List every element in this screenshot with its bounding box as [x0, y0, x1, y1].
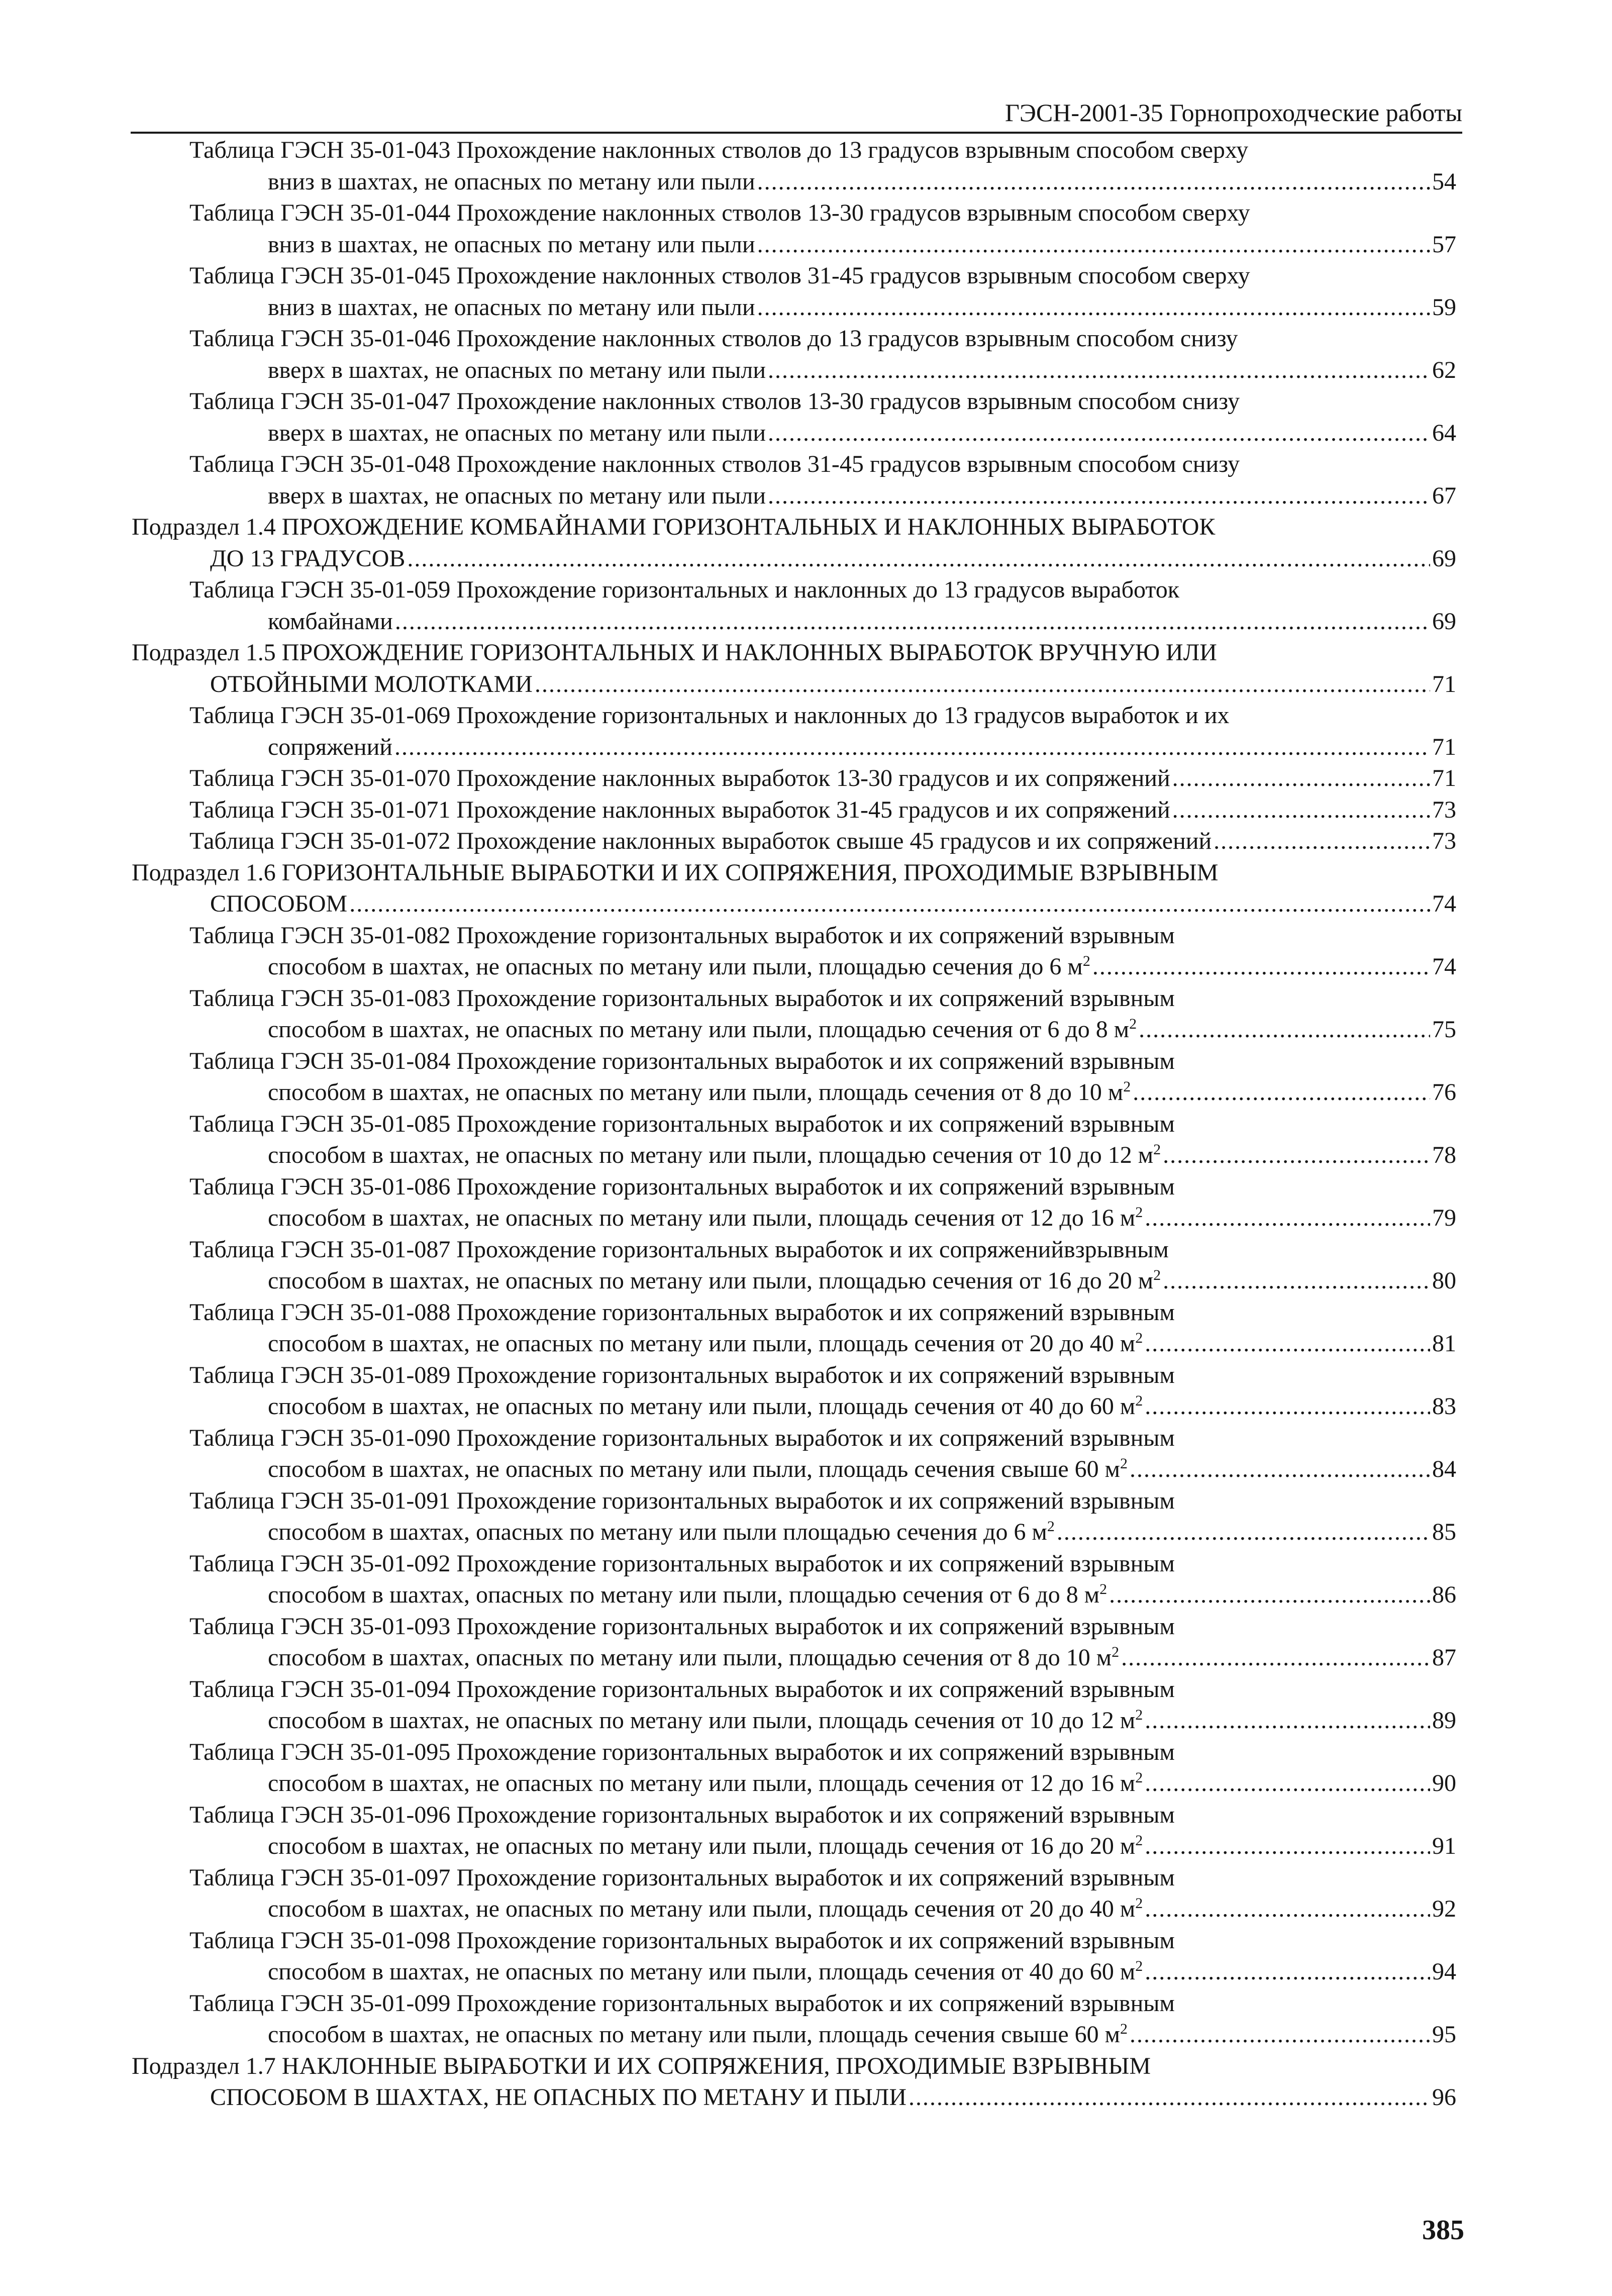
toc-table-entry[interactable]	[0, 983, 1612, 1046]
superscript: 2	[1082, 953, 1090, 969]
toc-entry-text	[268, 1705, 1143, 1737]
toc-page-ref[interactable]: 94	[1432, 1958, 1456, 1985]
toc-entry-last-line	[0, 418, 1456, 449]
toc-entry-last-line	[0, 1014, 1456, 1046]
toc-page-ref[interactable]: 67	[1432, 482, 1456, 509]
toc-entry-text-main: способом в шахтах, не опасных по метану или пыли, площадь сечения от 10 до 12 м	[268, 1707, 1136, 1734]
toc-page-ref[interactable]: 78	[1432, 1142, 1456, 1168]
toc-entry-text	[268, 1642, 1119, 1674]
toc-entry-last-line	[0, 732, 1456, 763]
toc-page-ref[interactable]: 86	[1432, 1581, 1456, 1608]
toc-entry-text-main: вверх в шахтах, не опасных по метану или пыли	[268, 482, 766, 509]
superscript: 2	[1123, 1078, 1131, 1095]
toc-entry-text-main: ДО 13 ГРАДУСОВ	[210, 545, 406, 572]
superscript: 2	[1135, 1204, 1143, 1221]
toc-subsection-entry[interactable]	[0, 637, 1612, 700]
toc-table-entry[interactable]	[0, 260, 1612, 323]
toc-entry-text-main: вверх в шахтах, не опасных по метану или пыли	[268, 419, 766, 446]
leader-dots	[1163, 1265, 1430, 1297]
toc-entry-title: Таблица ГЭСН 35-01-097 Прохождение горизонтальных выработок и их сопряжений взрывным	[189, 1864, 1175, 1891]
toc-table-entry[interactable]	[0, 826, 1612, 857]
toc-table-entry[interactable]	[0, 1297, 1612, 1360]
toc-entry-text	[268, 480, 766, 512]
leader-dots	[909, 2082, 1430, 2114]
toc-entry-text-main: способом в шахтах, опасных по метану или пыли, площадью сечения от 6 до 8 м	[268, 1581, 1100, 1608]
toc-entry-text	[268, 2019, 1128, 2051]
superscript: 2	[1047, 1518, 1055, 1535]
toc-page-ref[interactable]: 92	[1432, 1895, 1456, 1922]
toc-entry-last-line	[0, 1265, 1456, 1297]
toc-entry-text	[268, 1579, 1107, 1611]
toc-entry-title: Таблица ГЭСН 35-01-085 Прохождение горизонтальных выработок и их сопряжений взрывным	[189, 1110, 1175, 1137]
toc-entry-text	[189, 794, 1170, 826]
toc-page-ref[interactable]: 84	[1432, 1456, 1456, 1482]
page-number: 385	[1422, 2215, 1464, 2246]
toc-entry-last-line	[0, 1391, 1456, 1423]
toc-entry-text-main: Таблица ГЭСН 35-01-071 Прохождение наклонных выработок 31-45 градусов и их сопряжений	[189, 796, 1170, 823]
superscript: 2	[1135, 1330, 1143, 1346]
toc-entry-last-line	[0, 606, 1456, 638]
toc-table-entry[interactable]	[0, 386, 1612, 449]
toc-entry-title: Таблица ГЭСН 35-01-048 Прохождение наклонных стволов 31-45 градусов взрывным способом снизу	[189, 451, 1240, 477]
toc-entry-title: Таблица ГЭСН 35-01-086 Прохождение горизонтальных выработок и их сопряжений взрывным	[189, 1173, 1175, 1200]
toc-entry-text-main: способом в шахтах, не опасных по метану или пыли, площадь сечения от 20 до 40 м	[268, 1895, 1136, 1922]
toc-entry-title: Таблица ГЭСН 35-01-099 Прохождение горизонтальных выработок и их сопряжений взрывным	[189, 1989, 1175, 2017]
leader-dots	[1109, 1579, 1430, 1611]
toc-table-entry[interactable]	[0, 920, 1612, 983]
toc-page-ref[interactable]: 69	[1432, 608, 1456, 635]
toc-entry-title: Подраздел 1.7 НАКЛОННЫЕ ВЫРАБОТКИ И ИХ СОПРЯЖЕНИЯ, ПРОХОДИМЫЕ ВЗРЫВНЫМ	[132, 2052, 1151, 2079]
toc-entry-last-line	[0, 1579, 1456, 1611]
toc-entry-text	[268, 1391, 1143, 1423]
toc-page-ref[interactable]: 80	[1432, 1267, 1456, 1294]
toc-entry-title: Таблица ГЭСН 35-01-093 Прохождение горизонтальных выработок и их сопряжений взрывным	[189, 1613, 1175, 1640]
superscript: 2	[1135, 1392, 1143, 1409]
toc-entry-last-line	[0, 1454, 1456, 1485]
toc-entry-text-main: Таблица ГЭСН 35-01-072 Прохождение наклонных выработок свыше 45 градусов и их сопряжений	[189, 828, 1212, 854]
superscript: 2	[1135, 1707, 1143, 1723]
running-header-title: ГЭСН-2001-35 Горнопроходческие работы	[1005, 98, 1462, 127]
leader-dots	[1145, 1705, 1430, 1737]
toc-page-ref[interactable]: 81	[1432, 1330, 1456, 1357]
leader-dots	[407, 543, 1430, 575]
leader-dots	[768, 480, 1430, 512]
toc-entry-text	[189, 763, 1170, 794]
leader-dots	[757, 229, 1430, 261]
toc-entry-last-line	[0, 1893, 1456, 1925]
toc-table-entry[interactable]	[0, 1046, 1612, 1109]
toc-page-ref[interactable]: 90	[1432, 1770, 1456, 1796]
toc-entry-title: Таблица ГЭСН 35-01-045 Прохождение наклонных стволов 31-45 градусов взрывным способом сверху	[189, 262, 1250, 289]
toc-entry-text-main: сопряжений	[268, 733, 392, 760]
toc-entry-last-line	[0, 355, 1456, 386]
toc-table-entry[interactable]	[0, 449, 1612, 512]
toc-entry-title: Подраздел 1.5 ПРОХОЖДЕНИЕ ГОРИЗОНТАЛЬНЫХ И НАКЛОННЫХ ВЫРАБОТОК ВРУЧНУЮ ИЛИ	[132, 639, 1217, 666]
toc-entry-title: Таблица ГЭСН 35-01-087 Прохождение горизонтальных выработок и их сопряженийвзрывным	[189, 1236, 1169, 1263]
toc-entry-title: Таблица ГЭСН 35-01-095 Прохождение горизонтальных выработок и их сопряжений взрывным	[189, 1738, 1175, 1765]
superscript: 2	[1135, 1769, 1143, 1786]
superscript: 2	[1112, 1644, 1120, 1660]
toc-entry-text-main: вверх в шахтах, не опасных по метану или пыли	[268, 356, 766, 383]
toc-page-ref[interactable]: 62	[1432, 356, 1456, 383]
toc-entry-last-line	[0, 826, 1456, 857]
toc-entry-text-main: способом в шахтах, не опасных по метану или пыли, площадь сечения свыше 60 м	[268, 1456, 1121, 1482]
toc-subsection-entry[interactable]	[0, 512, 1612, 574]
toc-page-ref[interactable]: 57	[1432, 231, 1456, 258]
toc-entry-last-line	[0, 1328, 1456, 1360]
toc-entry-text-main: способом в шахтах, не опасных по метану или пыли, площадь сечения от 16 до 20 м	[268, 1833, 1136, 1859]
toc-entry-text	[210, 888, 347, 920]
toc-entry-title: Таблица ГЭСН 35-01-090 Прохождение горизонтальных выработок и их сопряжений взрывным	[189, 1424, 1175, 1451]
toc-entry-text	[268, 1077, 1131, 1109]
leader-dots	[1121, 1642, 1430, 1674]
leader-dots	[1057, 1517, 1430, 1548]
toc-entry-text-main: вниз в шахтах, не опасных по метану или пыли	[268, 293, 755, 321]
toc-entry-text	[268, 1768, 1143, 1800]
toc-entry-text-main: способом в шахтах, не опасных по метану или пыли, площадь сечения от 8 до 10 м	[268, 1079, 1124, 1106]
toc-entry-last-line	[0, 1956, 1456, 1988]
toc-table-entry[interactable]	[0, 197, 1612, 260]
toc-entry-title: Таблица ГЭСН 35-01-088 Прохождение горизонтальных выработок и их сопряжений взрывным	[189, 1299, 1175, 1326]
toc-entry-last-line	[0, 794, 1456, 826]
toc-entry-last-line	[0, 480, 1456, 512]
toc-page-ref[interactable]: 91	[1432, 1833, 1456, 1859]
toc-entry-last-line	[0, 229, 1456, 261]
toc-entry-last-line	[0, 292, 1456, 324]
toc-table-entry[interactable]	[0, 323, 1612, 386]
toc-entry-title: Таблица ГЭСН 35-01-089 Прохождение горизонтальных выработок и их сопряжений взрывным	[189, 1361, 1175, 1388]
toc-page-ref[interactable]: 96	[1432, 2084, 1456, 2111]
toc-entry-text	[189, 826, 1212, 857]
toc-entry-last-line	[0, 1517, 1456, 1548]
toc-page-ref[interactable]: 64	[1432, 419, 1456, 446]
superscript: 2	[1120, 1455, 1128, 1472]
toc-entry-text-main: ОТБОЙНЫМИ МОЛОТКАМИ	[210, 670, 533, 697]
toc-entry-title: Таблица ГЭСН 35-01-082 Прохождение горизонтальных выработок и их сопряжений взрывным	[189, 922, 1175, 949]
leader-dots	[1145, 1893, 1430, 1925]
toc-entry-text-main: способом в шахтах, не опасных по метану или пыли, площадь сечения от 40 до 60 м	[268, 1958, 1136, 1985]
toc-entry-text-main: Таблица ГЭСН 35-01-070 Прохождение наклонных выработок 13-30 градусов и их сопряжений	[189, 765, 1170, 791]
superscript: 2	[1153, 1267, 1161, 1283]
superscript: 2	[1135, 1832, 1143, 1849]
toc-entry-last-line	[0, 1768, 1456, 1800]
toc-entry-text	[268, 229, 755, 261]
toc-page-ref[interactable]: 69	[1432, 545, 1456, 572]
toc-entry-text-main: вниз в шахтах, не опасных по метану или пыли	[268, 231, 755, 258]
toc-table-entry[interactable]	[0, 1800, 1612, 1862]
leader-dots	[1172, 763, 1430, 794]
toc-entry-text	[268, 1956, 1143, 1988]
toc-entry-last-line	[0, 2019, 1456, 2051]
leader-dots	[1145, 1768, 1430, 1800]
leader-dots	[1172, 794, 1430, 826]
toc-table-entry[interactable]	[0, 700, 1612, 763]
toc-entry-text-main: способом в шахтах, не опасных по метану или пыли, площадью сечения до 6 м	[268, 953, 1083, 980]
toc-entry-text	[210, 2082, 906, 2114]
toc-entry-title: Таблица ГЭСН 35-01-059 Прохождение горизонтальных и наклонных до 13 градусов выработок	[189, 576, 1180, 603]
toc-entry-last-line	[0, 1705, 1456, 1737]
toc-page-ref[interactable]: 71	[1432, 765, 1456, 791]
toc-entry-title: Таблица ГЭСН 35-01-096 Прохождение горизонтальных выработок и их сопряжений взрывным	[189, 1801, 1175, 1828]
toc-entry-text	[210, 669, 533, 701]
superscript: 2	[1135, 1895, 1143, 1912]
toc-table-entry[interactable]	[0, 794, 1612, 826]
toc-entry-last-line	[0, 1642, 1456, 1674]
toc-table-entry[interactable]	[0, 1862, 1612, 1925]
toc-entry-text	[268, 1203, 1143, 1234]
superscript: 2	[1153, 1141, 1161, 1158]
toc-entry-text-main: способом в шахтах, не опасных по метану или пыли, площадь сечения от 20 до 40 м	[268, 1330, 1136, 1357]
toc-page-ref[interactable]: 74	[1432, 890, 1456, 917]
toc-entry-text	[268, 418, 766, 449]
toc-entry-text-main: СПОСОБОМ	[210, 890, 348, 917]
toc-entry-last-line	[0, 1203, 1456, 1234]
toc-entry-last-line	[0, 1077, 1456, 1109]
toc-entry-text	[268, 1517, 1055, 1548]
toc-entry-last-line	[0, 1140, 1456, 1171]
toc-entry-text-main: способом в шахтах, опасных по метану или пыли, площадью сечения от 8 до 10 м	[268, 1644, 1112, 1671]
toc-page-ref[interactable]: 87	[1432, 1644, 1456, 1671]
toc-entry-text	[268, 1265, 1161, 1297]
toc-page-ref[interactable]: 71	[1432, 733, 1456, 760]
toc-table-entry[interactable]	[0, 1988, 1612, 2051]
toc-table-entry[interactable]	[0, 1423, 1612, 1485]
toc-entry-last-line	[0, 543, 1456, 575]
toc-table-entry[interactable]	[0, 763, 1612, 794]
toc-entry-text	[268, 1140, 1161, 1171]
toc-entry-last-line	[0, 951, 1456, 983]
toc-entry-title: Таблица ГЭСН 35-01-083 Прохождение горизонтальных выработок и их сопряжений взрывным	[189, 984, 1175, 1012]
leader-dots	[535, 669, 1430, 701]
leader-dots	[757, 166, 1430, 198]
leader-dots	[1163, 1140, 1430, 1171]
toc-entry-text-main: способом в шахтах, не опасных по метану или пыли, площадью сечения от 6 до 8 м	[268, 1016, 1130, 1043]
toc-entry-title: Таблица ГЭСН 35-01-092 Прохождение горизонтальных выработок и их сопряжений взрывным	[189, 1550, 1175, 1577]
toc-page-ref[interactable]: 73	[1432, 796, 1456, 823]
leader-dots	[395, 606, 1430, 638]
toc-entry-text	[210, 543, 405, 575]
toc-entry-text-main: способом в шахтах, не опасных по метану или пыли, площадь сечения от 40 до 60 м	[268, 1393, 1136, 1420]
toc-page-ref[interactable]: 71	[1432, 670, 1456, 697]
superscript: 2	[1129, 1016, 1137, 1032]
leader-dots	[1145, 1391, 1430, 1423]
toc-page-ref[interactable]: 79	[1432, 1205, 1456, 1231]
toc-entry-title: Таблица ГЭСН 35-01-098 Прохождение горизонтальных выработок и их сопряжений взрывным	[189, 1927, 1175, 1954]
toc-entry-text	[268, 1454, 1128, 1485]
toc-entry-title: Таблица ГЭСН 35-01-069 Прохождение горизонтальных и наклонных до 13 градусов выработок и их	[189, 702, 1230, 729]
leader-dots	[1130, 1454, 1430, 1485]
toc-table-entry[interactable]	[0, 1548, 1612, 1611]
toc-page-ref[interactable]: 54	[1432, 168, 1456, 195]
leader-dots	[1214, 826, 1430, 857]
leader-dots	[768, 418, 1430, 449]
toc-entry-text-main: способом в шахтах, не опасных по метану или пыли, площадь сечения свыше 60 м	[268, 2021, 1121, 2048]
toc-table-entry[interactable]	[0, 1611, 1612, 1674]
toc-entry-text	[268, 1014, 1137, 1046]
leader-dots	[757, 292, 1430, 324]
toc-entry-text	[268, 732, 392, 763]
toc-entry-title: Подраздел 1.6 ГОРИЗОНТАЛЬНЫЕ ВЫРАБОТКИ И ИХ СОПРЯЖЕНИЯ, ПРОХОДИМЫЕ ВЗРЫВНЫМ	[132, 859, 1219, 886]
toc-page-ref[interactable]: 76	[1432, 1079, 1456, 1106]
toc-entry-text	[268, 1328, 1143, 1360]
toc-subsection-entry[interactable]	[0, 857, 1612, 920]
toc-entry-last-line	[0, 888, 1456, 920]
toc-table-entry[interactable]	[0, 1737, 1612, 1800]
toc-page-ref[interactable]: 74	[1432, 953, 1456, 980]
superscript: 2	[1120, 2021, 1128, 2037]
toc-page-ref[interactable]: 95	[1432, 2021, 1456, 2048]
toc-entry-text-main: способом в шахтах, не опасных по метану или пыли, площадью сечения от 10 до 12 м	[268, 1142, 1154, 1168]
toc-entry-text	[268, 606, 393, 638]
toc-entry-title: Таблица ГЭСН 35-01-043 Прохождение наклонных стволов до 13 градусов взрывным способом сверху	[189, 137, 1249, 163]
toc-subsection-entry[interactable]	[0, 2051, 1612, 2114]
leader-dots	[1139, 1014, 1430, 1046]
toc-entry-last-line	[0, 669, 1456, 701]
toc-entry-title: Таблица ГЭСН 35-01-047 Прохождение наклонных стволов 13-30 градусов взрывным способом снизу	[189, 388, 1240, 415]
leader-dots	[1145, 1203, 1430, 1234]
toc-table-entry[interactable]	[0, 1171, 1612, 1234]
toc-entry-text-main: СПОСОБОМ В ШАХТАХ, НЕ ОПАСНЫХ ПО МЕТАНУ И ПЫЛИ	[210, 2084, 906, 2111]
toc-entry-last-line	[0, 166, 1456, 198]
leader-dots	[394, 732, 1430, 763]
leader-dots	[768, 355, 1430, 386]
toc-table-entry[interactable]	[0, 1674, 1612, 1737]
toc-entry-text-main: способом в шахтах, опасных по метану или пыли площадью сечения до 6 м	[268, 1519, 1047, 1545]
superscript: 2	[1135, 1958, 1143, 1974]
toc-entry-text-main: способом в шахтах, не опасных по метану или пыли, площадь сечения от 12 до 16 м	[268, 1770, 1136, 1796]
toc-page-ref[interactable]: 85	[1432, 1519, 1456, 1545]
toc-table-entry[interactable]	[0, 1925, 1612, 1988]
toc-table-entry[interactable]	[0, 135, 1612, 197]
leader-dots	[1133, 1077, 1430, 1109]
table-of-contents	[0, 135, 1612, 2114]
toc-entry-last-line	[0, 1831, 1456, 1862]
toc-entry-text	[268, 355, 766, 386]
toc-entry-text-main: способом в шахтах, не опасных по метану или пыли, площадью сечения от 16 до 20 м	[268, 1267, 1154, 1294]
toc-page-ref[interactable]: 89	[1432, 1707, 1456, 1734]
leader-dots	[1092, 951, 1430, 983]
toc-entry-text-main: комбайнами	[268, 608, 393, 635]
toc-entry-title: Таблица ГЭСН 35-01-084 Прохождение горизонтальных выработок и их сопряжений взрывным	[189, 1047, 1175, 1074]
toc-entry-text	[268, 1893, 1143, 1925]
toc-entry-text-main: способом в шахтах, не опасных по метану или пыли, площадь сечения от 12 до 16 м	[268, 1205, 1136, 1231]
toc-entry-title: Таблица ГЭСН 35-01-046 Прохождение наклонных стволов до 13 градусов взрывным способом снизу	[189, 325, 1238, 352]
leader-dots	[1145, 1328, 1430, 1360]
toc-entry-text	[268, 166, 755, 198]
leader-dots	[1145, 1831, 1430, 1862]
leader-dots	[349, 888, 1430, 920]
toc-entry-title: Таблица ГЭСН 35-01-094 Прохождение горизонтальных выработок и их сопряжений взрывным	[189, 1675, 1175, 1703]
toc-table-entry[interactable]	[0, 1109, 1612, 1171]
toc-entry-title: Таблица ГЭСН 35-01-091 Прохождение горизонтальных выработок и их сопряжений взрывным	[189, 1487, 1175, 1514]
superscript: 2	[1099, 1581, 1107, 1598]
leader-dots	[1130, 2019, 1430, 2051]
toc-page-ref[interactable]: 83	[1432, 1393, 1456, 1420]
toc-table-entry[interactable]	[0, 574, 1612, 637]
running-header	[131, 98, 1462, 134]
toc-entry-text	[268, 292, 755, 324]
toc-entry-text-main: вниз в шахтах, не опасных по метану или пыли	[268, 168, 755, 195]
toc-entry-text	[268, 951, 1090, 983]
toc-entry-title: Подраздел 1.4 ПРОХОЖДЕНИЕ КОМБАЙНАМИ ГОРИЗОНТАЛЬНЫХ И НАКЛОННЫХ ВЫРАБОТОК	[132, 514, 1216, 540]
toc-page-ref[interactable]: 59	[1432, 293, 1456, 321]
toc-table-entry[interactable]	[0, 1360, 1612, 1423]
toc-table-entry[interactable]	[0, 1234, 1612, 1297]
toc-entry-last-line	[0, 2082, 1456, 2114]
toc-entry-text	[268, 1831, 1143, 1862]
toc-entry-title: Таблица ГЭСН 35-01-044 Прохождение наклонных стволов 13-30 градусов взрывным способом сверху	[189, 199, 1250, 226]
toc-table-entry[interactable]	[0, 1485, 1612, 1548]
leader-dots	[1145, 1956, 1430, 1988]
toc-page-ref[interactable]: 75	[1432, 1016, 1456, 1043]
toc-page-ref[interactable]: 73	[1432, 828, 1456, 854]
toc-entry-last-line	[0, 763, 1456, 794]
